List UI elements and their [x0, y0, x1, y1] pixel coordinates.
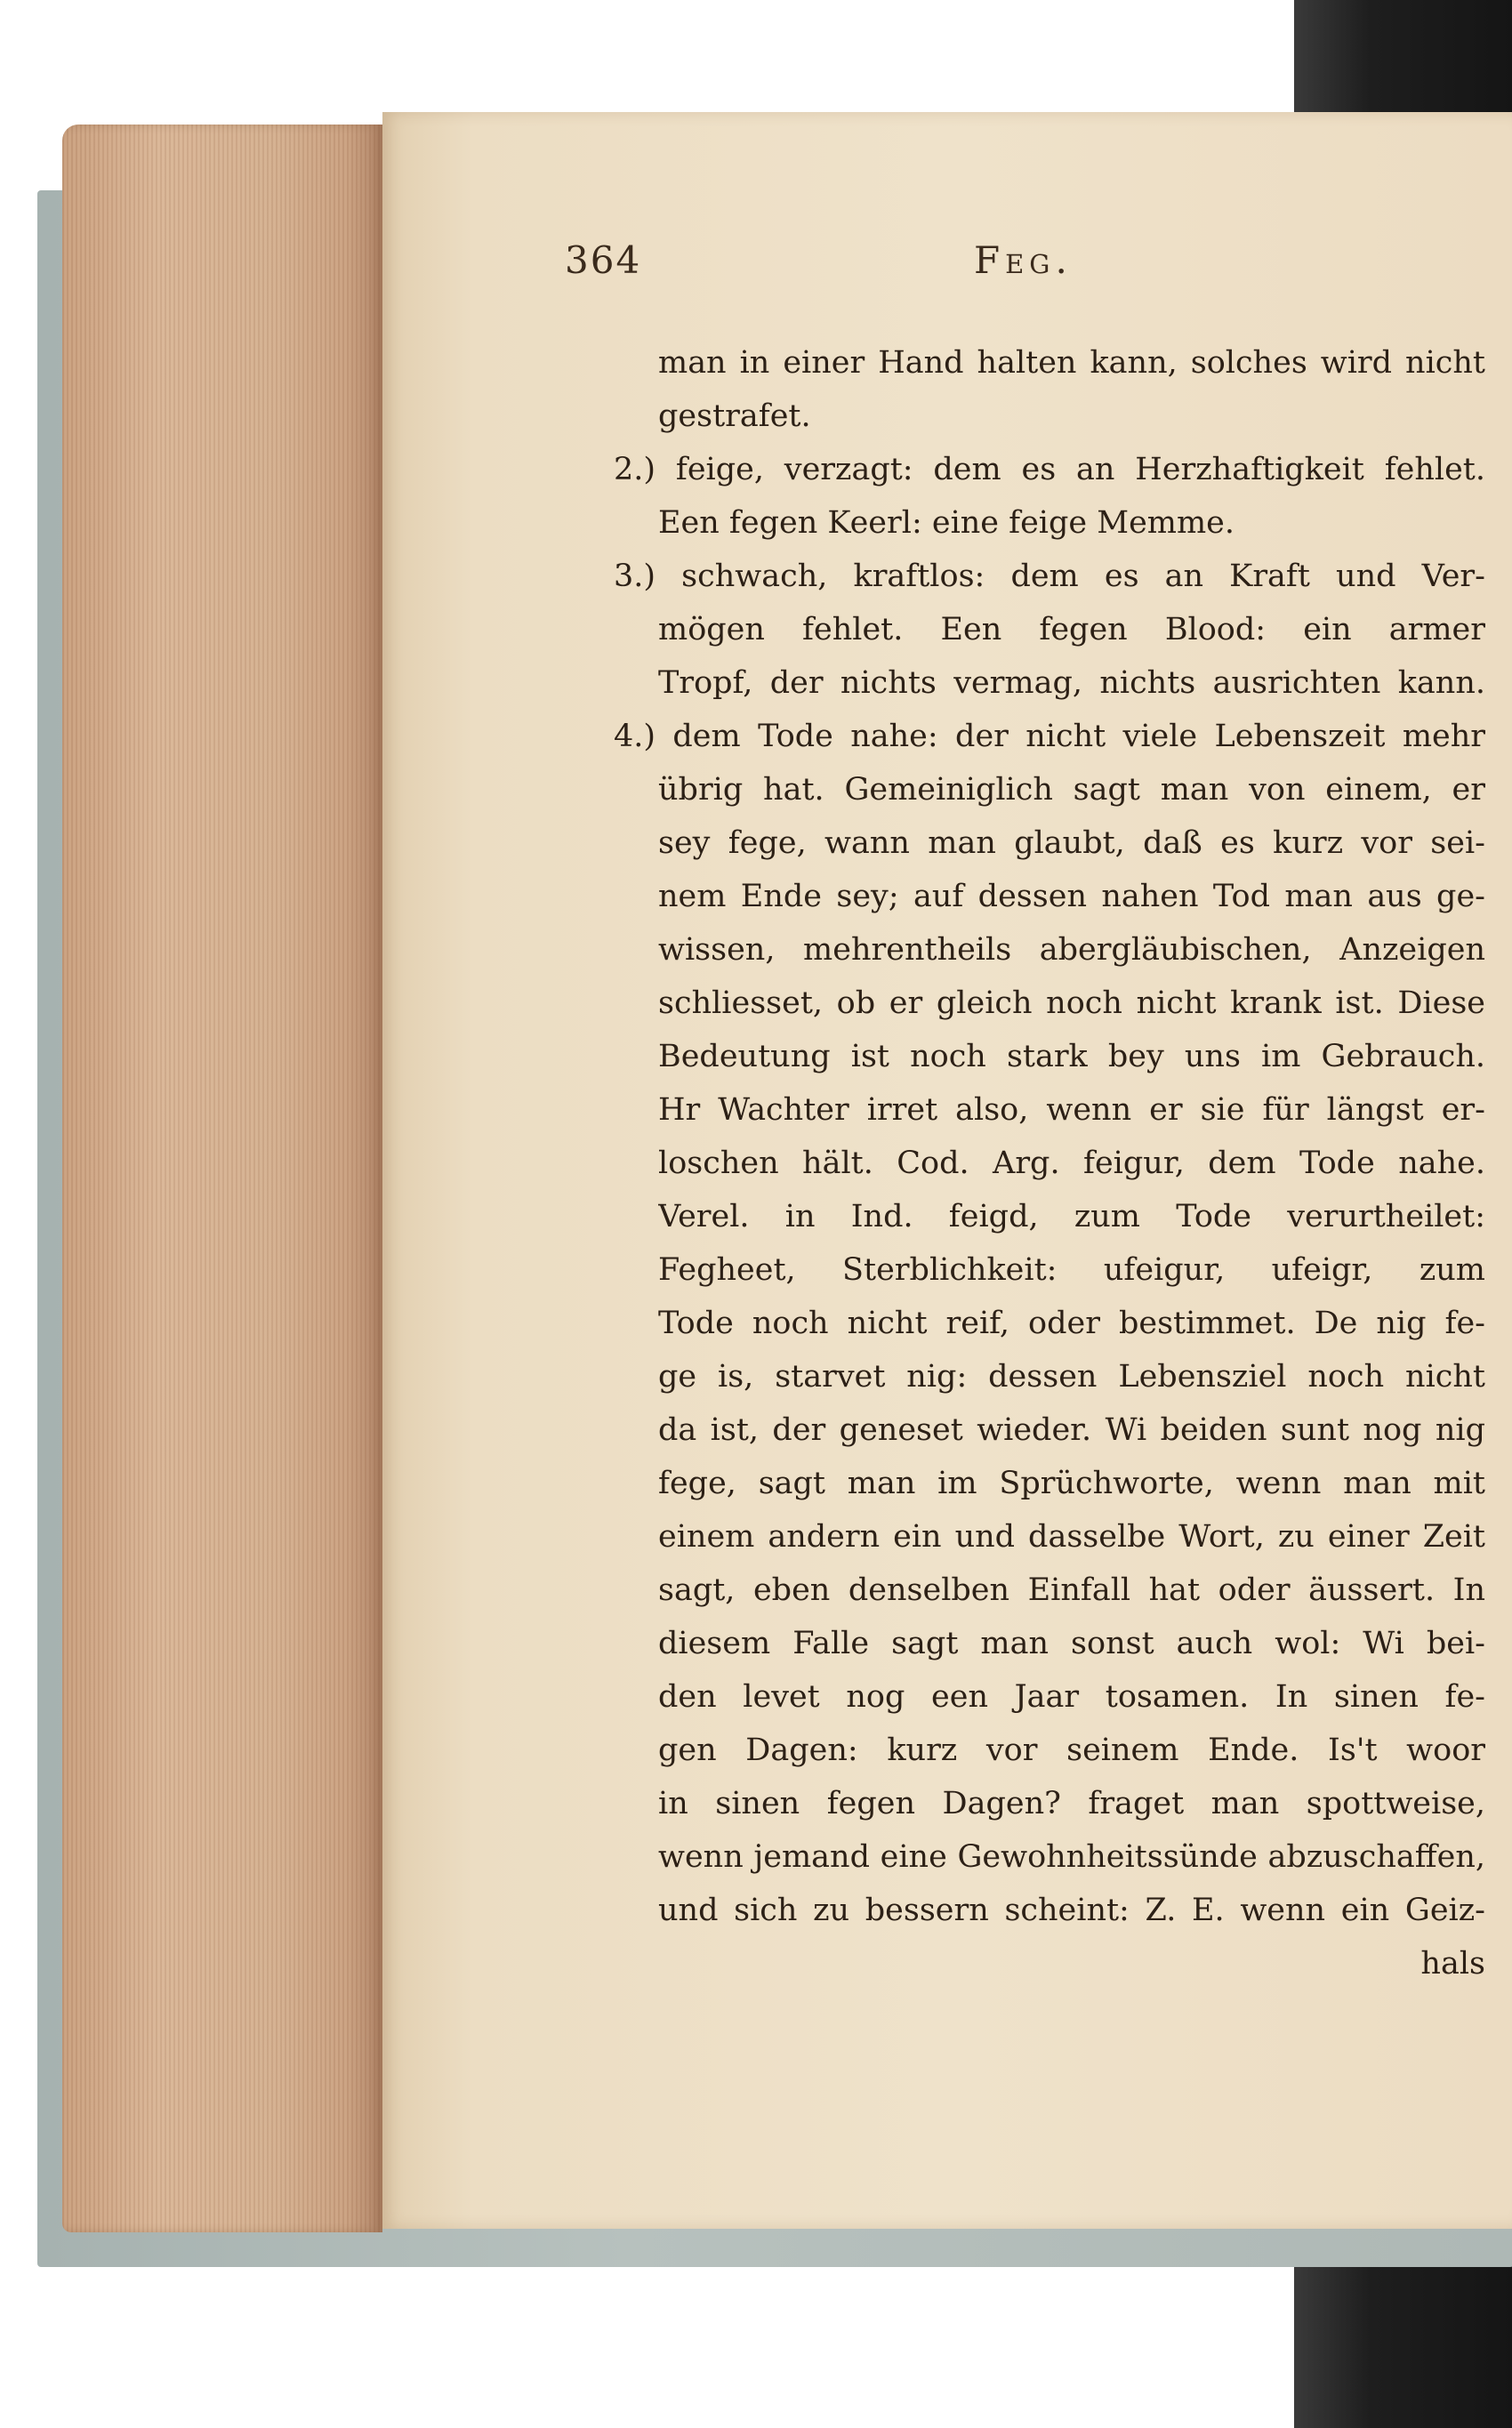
text-line: und sich zu bessern scheint: Z. E. wenn ein Geiz- [658, 1893, 1485, 1928]
text-line: mögen fehlet. Een fegen Blood: ein armer [658, 612, 1485, 647]
text-line: übrig hat. Gemeiniglich sagt man von einem, er [658, 772, 1485, 808]
page-header [565, 238, 1152, 301]
text-line: 3.) schwach, kraftlos: dem es an Kraft und Ver- [614, 559, 1485, 594]
text-line: man in einer Hand halten kann, solches wird nicht [658, 345, 1485, 381]
text-line: wenn jemand eine Gewohnheitssünde abzuschaffen, [658, 1839, 1485, 1875]
running-head: Feg. [974, 238, 1073, 282]
text-line: diesem Falle sagt man sonst auch wol: Wi bei- [658, 1626, 1485, 1661]
text-line: Een fegen Keerl: eine feige Memme. [658, 505, 1235, 541]
text-line: einem andern ein und dasselbe Wort, zu einer Zeit [658, 1519, 1485, 1555]
page-fore-edge [62, 125, 382, 2232]
text-line: sagt, eben denselben Einfall hat oder äussert. In [658, 1572, 1485, 1608]
text-line: gen Dagen: kurz vor seinem Ende. Is't woor [658, 1733, 1485, 1768]
catchword: hals [1420, 1946, 1485, 1982]
text-line: wissen, mehrentheils abergläubischen, Anzeigen [658, 932, 1485, 968]
text-line: sey fege, wann man glaubt, daß es kurz vor sei- [658, 825, 1485, 861]
text-line: Verel. in Ind. feigd, zum Tode verurtheilet: [658, 1199, 1485, 1234]
text-line: Fegheet, Sterblichkeit: ufeigur, ufeigr, zum [658, 1252, 1485, 1288]
page-number: 364 [565, 238, 642, 282]
body-text [614, 336, 1485, 1982]
text-line: 4.) dem Tode nahe: der nicht viele Lebenszeit mehr [614, 719, 1485, 754]
text-line: in sinen fegen Dagen? fraget man spottweise, [658, 1786, 1485, 1821]
text-line: 2.) feige, verzagt: dem es an Herzhaftigkeit fehlet. [614, 452, 1485, 487]
text-line: Tropf, der nichts vermag, nichts ausrichten kann. [658, 665, 1485, 701]
text-line: loschen hält. Cod. Arg. feigur, dem Tode nahe. [658, 1146, 1485, 1181]
text-line: da ist, der geneset wieder. Wi beiden sunt nog nig [658, 1412, 1485, 1448]
text-line: Hr Wachter irret also, wenn er sie für längst er- [658, 1092, 1485, 1128]
text-line: Tode noch nicht reif, oder bestimmet. De nig fe- [658, 1306, 1485, 1341]
text-line: Bedeutung ist noch stark bey uns im Gebrauch. [658, 1039, 1485, 1074]
text-line: ge is, starvet nig: dessen Lebensziel noch nicht [658, 1359, 1485, 1395]
text-line: schliesset, ob er gleich noch nicht krank ist. Diese [658, 985, 1485, 1021]
text-line: gestrafet. [658, 398, 811, 434]
text-line: fege, sagt man im Sprüchworte, wenn man mit [658, 1466, 1485, 1501]
text-line: den levet nog een Jaar tosamen. In sinen fe- [658, 1679, 1485, 1715]
text-line: nem Ende sey; auf dessen nahen Tod man aus ge- [658, 879, 1485, 914]
